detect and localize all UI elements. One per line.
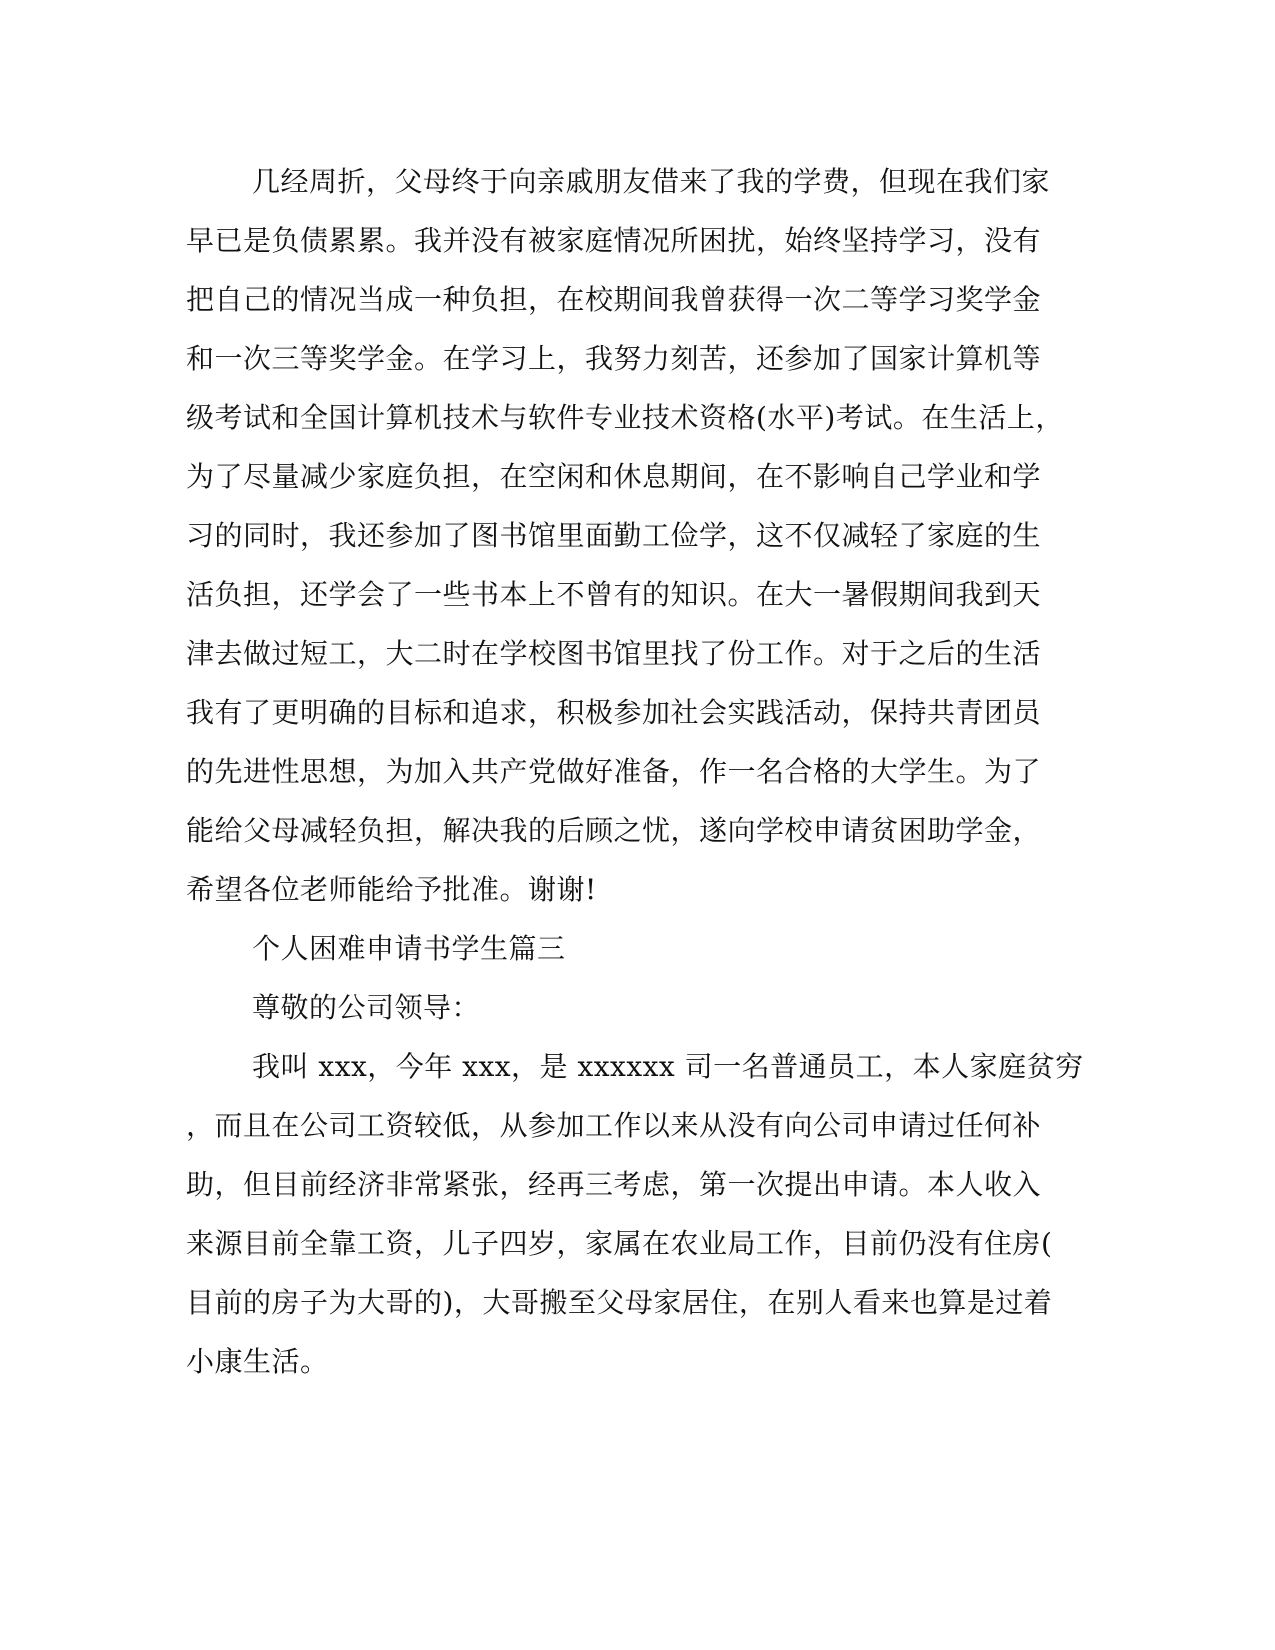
paragraph-line: 活负担，还学会了一些书本上不曾有的知识。在大一暑假期间我到天 bbox=[186, 578, 1042, 611]
paragraph-line: 和一次三等奖学金。在学习上，我努力刻苦，还参加了国家计算机等 bbox=[186, 342, 1042, 375]
paragraph-line: 希望各位老师能给予批准。谢谢! bbox=[186, 873, 597, 906]
paragraph-line: 我有了更明确的目标和追求，积极参加社会实践活动，保持共青团员 bbox=[186, 696, 1042, 729]
paragraph-line: 的先进性思想，为加入共产党做好准备，作一名合格的大学生。为了 bbox=[186, 755, 1042, 788]
paragraph-line: 早已是负债累累。我并没有被家庭情况所困扰，始终坚持学习，没有 bbox=[186, 224, 1042, 257]
paragraph-line: 把自己的情况当成一种负担，在校期间我曾获得一次二等学习奖学金 bbox=[186, 283, 1042, 316]
paragraph-line: 习的同时，我还参加了图书馆里面勤工俭学，这不仅减轻了家庭的生 bbox=[186, 519, 1042, 552]
paragraph-line: 来源目前全靠工资，儿子四岁，家属在农业局工作，目前仍没有住房( bbox=[186, 1227, 1053, 1260]
paragraph-line: 目前的房子为大哥的)，大哥搬至父母家居住，在别人看来也算是过着 bbox=[186, 1286, 1053, 1319]
paragraph-line: 助，但目前经济非常紧张，经再三考虑，第一次提出申请。本人收入 bbox=[186, 1168, 1042, 1201]
section-heading: 个人困难申请书学生篇三 bbox=[252, 932, 566, 965]
paragraph-line: 津去做过短工，大二时在学校图书馆里找了份工作。对于之后的生活 bbox=[186, 637, 1042, 670]
paragraph-line: 为了尽量减少家庭负担，在空闲和休息期间，在不影响自己学业和学 bbox=[186, 460, 1042, 493]
paragraph-line: 能给父母减轻负担，解决我的后顾之忧，遂向学校申请贫困助学金， bbox=[186, 814, 1042, 847]
paragraph-line: ，而且在公司工资较低，从参加工作以来从没有向公司申请过任何补 bbox=[186, 1109, 1042, 1142]
paragraph-line: 我叫 xxx，今年 xxx，是 xxxxxx 司一名普通员工，本人家庭贫穷 bbox=[252, 1050, 1084, 1083]
paragraph-line: 级考试和全国计算机技术与软件专业技术资格(水平)考试。在生活上， bbox=[186, 401, 1064, 434]
paragraph-line: 小康生活。 bbox=[186, 1345, 329, 1378]
salutation: 尊敬的公司领导： bbox=[252, 991, 481, 1024]
paragraph-line: 几经周折，父母终于向亲戚朋友借来了我的学费，但现在我们家 bbox=[252, 165, 1051, 198]
